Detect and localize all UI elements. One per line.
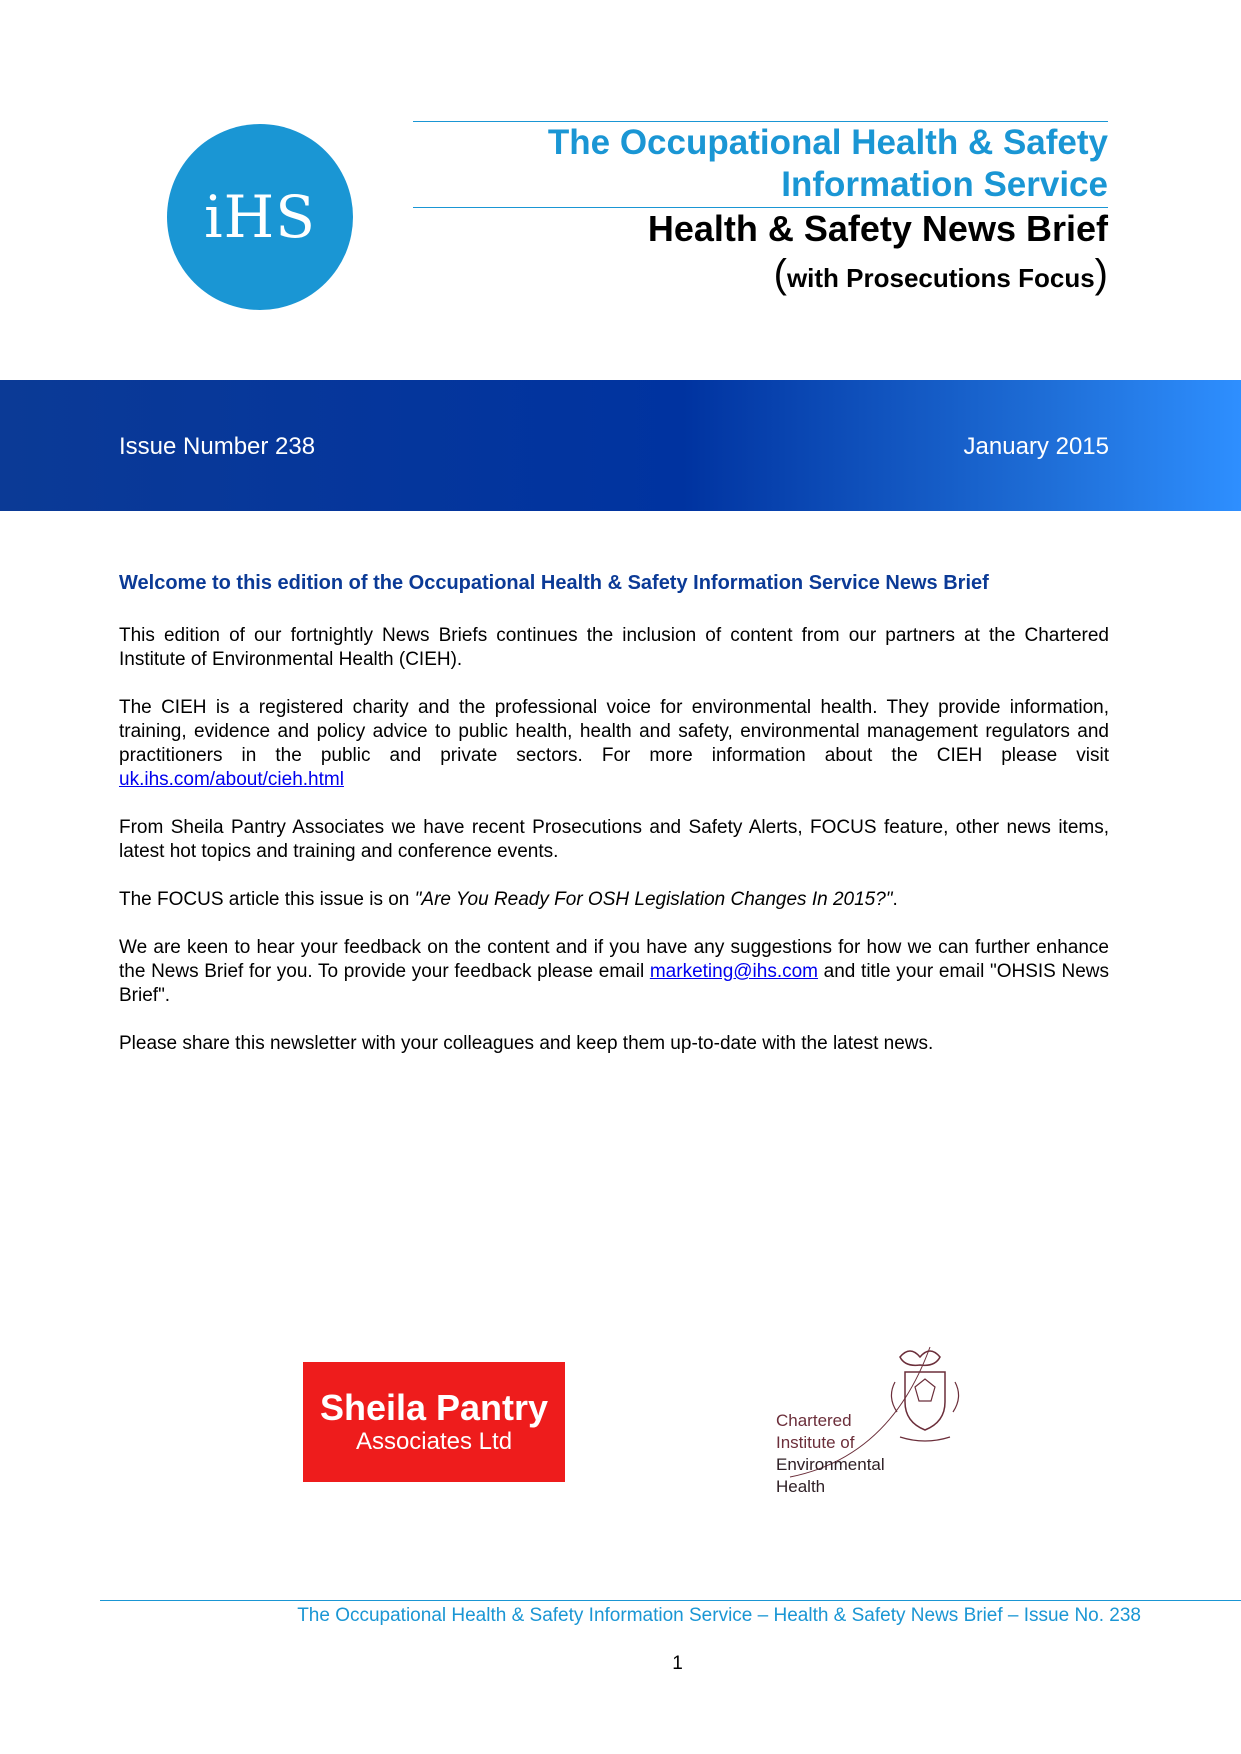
focus-lead: The FOCUS article this issue is on [119,889,415,910]
spa-logo-sub: Associates Ltd [355,1428,513,1455]
org-title-line2: Information Service [781,165,1108,204]
focus-title: "Are You Ready For OSH Legislation Changes In 2015?" [414,889,893,910]
marketing-email-link[interactable]: marketing@ihs.com [649,961,819,982]
paragraph-focus [119,888,1109,912]
org-title [413,122,1108,206]
paragraph-feedback [119,936,1109,1008]
feedback-end: and title your email "OHSIS News Brief". [119,961,1109,1006]
brief-subtitle [413,252,1108,300]
footer-text: The Occupational Health & Safety Information Service – Health & Safety News Brief – Issue No. 238 [297,1605,1141,1626]
footer-rule [100,1600,1241,1601]
subtitle-open-paren: ( [773,252,787,296]
paragraph-cieh [119,696,1109,792]
paragraph-share: Please share this newsletter with your colleagues and keep them up-to-date with the latest news. [119,1033,934,1054]
paragraph-cieh-text: The CIEH is a registered charity and the professional voice for environmental health. They provide information, training, evidence and policy advice to public health, health and safety, environmental management regulators and practitioners in the public and private sectors. For more information about the CIEH please visit [119,697,1109,766]
ihs-logo-text: iHS [204,183,316,251]
brief-title: Health & Safety News Brief [647,208,1108,249]
focus-end: . [892,889,898,910]
subtitle-text: with Prosecutions Focus [786,263,1095,293]
welcome-heading: Welcome to this edition of the Occupational Health & Safety Information Service News Brief [119,572,989,594]
issue-date: January 2015 [963,433,1109,460]
spa-logo-name: Sheila Pantry [319,1387,549,1428]
ihs-logo [167,124,353,310]
cieh-link[interactable]: uk.ihs.com/about/cieh.html [119,769,344,790]
cieh-line1: Chartered [776,1411,852,1430]
paragraph-intro: This edition of our fortnightly News Briefs continues the inclusion of content from our partners at the Chartered Institute of Environmental Health (CIEH). [119,625,1109,670]
subtitle-close-paren: ) [1094,252,1108,296]
paragraph-spa: From Sheila Pantry Associates we have recent Prosecutions and Safety Alerts, FOCUS feature, other news items, latest hot topics and training and conference events. [119,817,1109,862]
sheila-pantry-logo [303,1362,565,1482]
cieh-logo-text [776,1410,885,1498]
issue-number: Issue Number 238 [119,433,316,460]
cieh-line2: Institute of [776,1433,855,1452]
feedback-lead: We are keen to hear your feedback on the content and if you have any suggestions for how we can further enhance the News Brief for you. To provide your feedback please email [119,937,1109,982]
org-title-line1: The Occupational Health & Safety [547,123,1108,162]
cieh-line3: Environmental [776,1455,885,1474]
issue-banner [0,380,1241,511]
page-number: 1 [672,1653,683,1674]
cieh-line4: Health [776,1477,826,1496]
body-content [119,624,1109,1080]
